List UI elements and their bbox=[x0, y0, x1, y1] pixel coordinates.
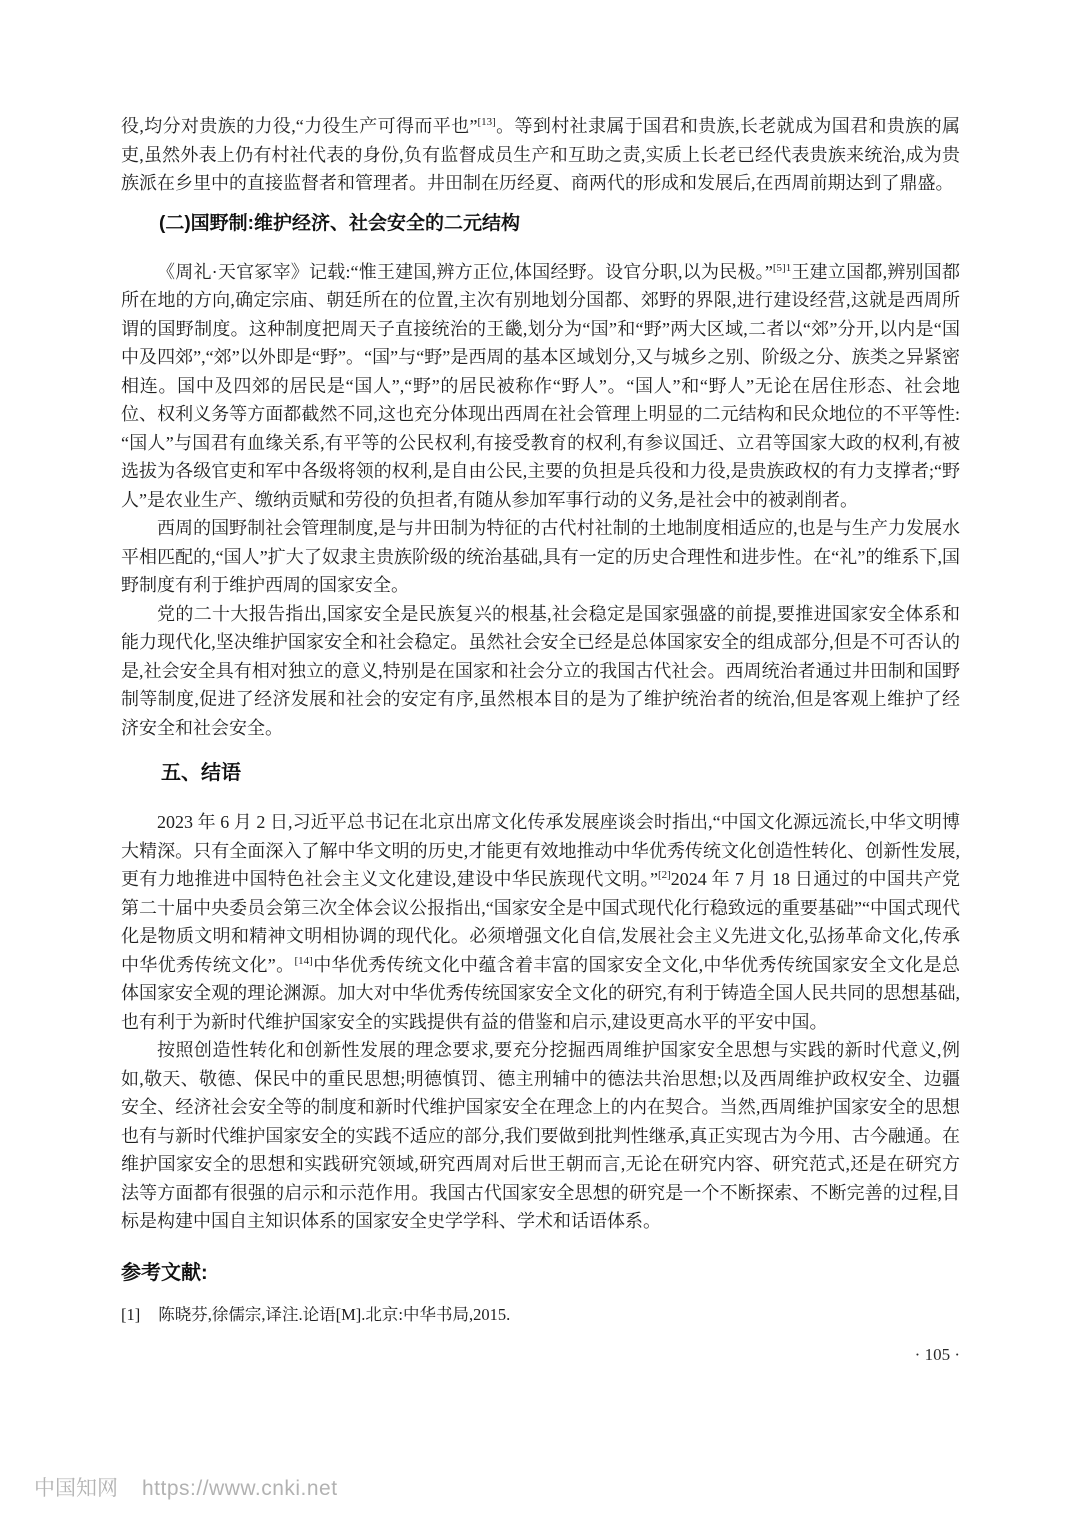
text-run: 《周礼·天官冢宰》记载:“惟王建国,辨方正位,体国经野。设官分职,以为民极。” bbox=[157, 261, 773, 282]
reference-text: 陈晓芬,徐儒宗,译注.论语[M].北京:中华书局,2015. bbox=[158, 1304, 511, 1324]
citation-marker: [2] bbox=[657, 869, 671, 881]
body-paragraph bbox=[121, 258, 960, 515]
text-run: 中华优秀传统文化中蕴含着丰富的国家安全文化,中华优秀传统国家安全文化是总体国家安全观的理论渊源。加大对中华优秀传统国家安全文化的研究,有利于铸造全国人民共同的思想基础,也有利于为新时代维护国家安全的实践提供有益的借鉴和启示,建设更高水平的平安中国。 bbox=[121, 954, 960, 1032]
section-heading: 五、结语 bbox=[161, 762, 241, 784]
reference-item bbox=[121, 1302, 960, 1328]
page-content bbox=[121, 112, 960, 1328]
cnki-watermark bbox=[34, 1472, 338, 1502]
subsection-heading: (二)国野制:维护经济、社会安全的二元结构 bbox=[159, 212, 520, 234]
cnki-brand-label: 中国知网 bbox=[34, 1477, 118, 1500]
citation-marker: [13] bbox=[477, 116, 496, 128]
text-run: 按照创造性转化和创新性发展的理念要求,要充分挖掘西周维护国家安全思想与实践的新时代意义,例如,敬天、敬德、保民中的重民思想;明德慎罚、德主刑辅中的德法共治思想;以及西周维护政权安全、边疆安全、经济社会安全等的制度和新时代维护国家安全在理念上的内在契合。当然,西周维护国家安全的思想也有与新时代维护国家安全的实践不适应的部分,我们要做到批判性继承,真正实现古为今用、古今融通。在维护国家安全的思想和实践研究领域,研究西周对后世王朝而言,无论在研究内容、研究范式,还是在研究方法等方面都有很强的启示和示范作用。我国古代国家安全思想的研究是一个不断探索、不断完善的过程,目标是构建中国自主知识体系的国家安全史学学科、学术和话语体系。 bbox=[121, 1040, 960, 1231]
text-run: 。等到村社隶属于国君和贵族,长老就成为国君和贵族的属吏,虽然外表上仍有村社代表的身份,负有监督成员生产和互助之责,实质上长老已经代表贵族来统治,成为贵族派在乡里中的直接监督者和管理者。井田制在历经夏、商两代的形成和发展后,在西周前期达到了鼎盛。 bbox=[121, 116, 960, 193]
body-paragraph bbox=[121, 808, 960, 1036]
body-paragraph bbox=[121, 600, 960, 743]
text-run: 2024 年 7 月 18 日通过的中国共产党第二十届中央委员会第三次全体会议公报指出,“国家安全是中国式现代化行稳致远的重要基础”“中国式现代化是物质文明和精神文明相协调的现代化。必须增强文化自信,发展社会主义先进文化,弘扬革命文化,传承中华优秀传统文化”。 bbox=[121, 869, 960, 975]
text-run: 役,均分对贵族的力役,“力役生产可得而平也” bbox=[121, 116, 478, 136]
references-heading: 参考文献: bbox=[121, 1261, 208, 1284]
body-paragraph bbox=[121, 514, 960, 600]
text-run: 2023 年 6 月 2 日,习近平总书记在北京出席文化传承发展座谈会时指出,“中国文化源远流长,中华文明博大精深。只有全面深入了解中华文明的历史,才能更有效地推动中华优秀传统文化创造性转化、创新性发展,更有力地推进中国特色社会主义文化建设,建设中华民族现代文明。” bbox=[121, 812, 960, 889]
text-run: 西周的国野制社会管理制度,是与井田制为特征的古代村社制的土地制度相适应的,也是与生产力发展水平相匹配的,“国人”扩大了奴隶主贵族阶级的统治基础,具有一定的历史合理性和进步性。在“礼”的维系下,国野制度有利于维护西周的国家安全。 bbox=[121, 518, 960, 595]
citation-marker: [5]1 bbox=[772, 261, 792, 274]
body-paragraph bbox=[121, 1036, 960, 1236]
cnki-url-text: https://www.cnki.net bbox=[142, 1477, 338, 1500]
page-number: · 105 · bbox=[914, 1344, 960, 1364]
text-run: 党的二十大报告指出,国家安全是民族复兴的根基,社会稳定是国家强盛的前提,要推进国家安全体系和能力现代化,坚决维护国家安全和社会稳定。虽然社会安全已经是总体国家安全的组成部分,但是不可否认的是,社会安全具有相对独立的意义,特别是在国家和社会分立的我国古代社会。西周统治者通过井田制和国野制等制度,促进了经济发展和社会的安定有序,虽然根本目的是为了维护统治者的统治,但是客观上维护了经济安全和社会安全。 bbox=[121, 603, 960, 738]
body-paragraph bbox=[121, 112, 960, 198]
citation-marker: [14] bbox=[294, 954, 313, 967]
text-run: 王建立国都,辨别国都所在地的方向,确定宗庙、朝廷所在的位置,主次有别地划分国都、郊野的界限,进行建设经营,这就是西周所谓的国野制度。这种制度把周天子直接统治的王畿,划分为“国”和“野”两大区域,二者以“郊”分开,以内是“国中及四郊”,“郊”以外即是“野”。“国”与“野”是西周的基本区域划分,又与城乡之别、阶级之分、族类之异紧密相连。国中及四郊的居民是“国人”,“野”的居民被称作“野人”。“国人”和“野人”无论在居住形态、社会地位、权利义务等方面都截然不同,这也充分体现出西周在社会管理上明显的二元结构和民众地位的不平等性:“国人”与国君有血缘关系,有平等的公民权利,有接受教育的权利,有参议国迁、立君等国家大政的权利,有被选拔为各级官吏和军中各级将领的权利,是自由公民,主要的负担是兵役和力役,是贵族政权的有力支撑者;“野人”是农业生产、缴纳贡赋和劳役的负担者,有随从参加军事行动的义务,是社会中的被剥削者。 bbox=[121, 261, 960, 510]
reference-number: [1] bbox=[121, 1304, 141, 1324]
